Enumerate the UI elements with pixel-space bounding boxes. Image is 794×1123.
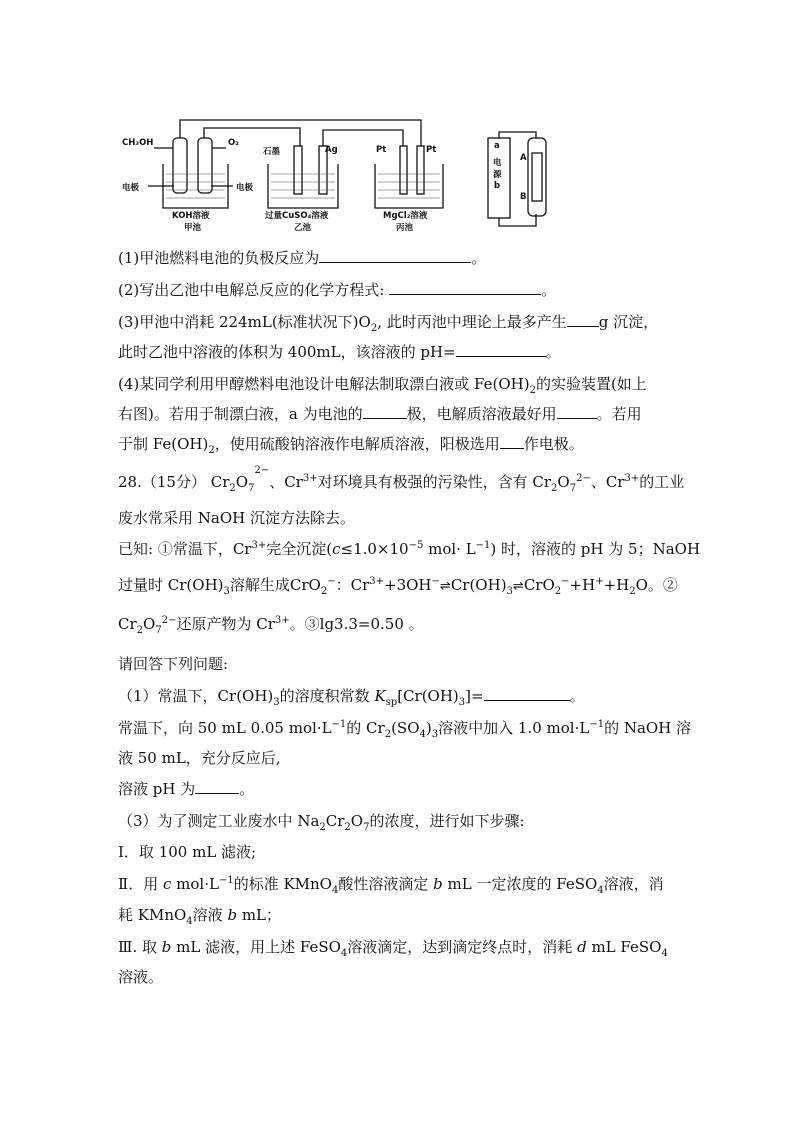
label-graphite: 石墨: [263, 147, 281, 157]
ask-line: 请回答下列问题:: [118, 655, 229, 673]
known-line-3: $Cr_2O_7^{2-}$还原产物为 $Cr^{3+}$。③lg3.3=0.50 。: [118, 615, 424, 636]
ph-blank[interactable]: [195, 779, 239, 794]
q3-ph-blank[interactable]: [456, 342, 546, 357]
label-electrode-right: 电极: [236, 183, 254, 193]
step-2-line-1: Ⅱ．用 c $mol\cdot L^{-1}$的标准 KMnO$_4$酸性溶液滴定 b mL 一定浓度的 FeSO$_4$溶液，消: [118, 875, 664, 896]
label-dian: 电: [493, 158, 502, 168]
step-3-line-2: 溶液。: [118, 968, 164, 986]
known-line-1: 已知: ①常温下，$Cr^{3+}$完全沉淀($c\le 1.0\times 10^{-5}$ $mol\cdot L^{-1}$) 时，溶液的 pH 为 5；NaOH: [118, 540, 701, 558]
label-mgcl2: MgCl₂溶液: [383, 211, 428, 221]
label-cuso4: 过量CuSO₄溶液: [265, 211, 329, 221]
label-o2: O₂: [228, 138, 239, 148]
label-b: b: [494, 181, 501, 191]
label-ag: Ag: [325, 145, 338, 155]
label-koh: KOH溶液: [172, 211, 210, 221]
step-1: Ⅰ．取 100 mL 滤液;: [118, 843, 257, 861]
p2-line-1: 常温下，向 50 mL 0.05 $mol\cdot L^{-1}$的 $Cr_2(SO_4)_3$溶液中加入 1.0 $mol\cdot L^{-1}$的 NaOH 溶: [118, 719, 692, 740]
q2-answer-blank[interactable]: [389, 280, 541, 295]
q4-anode-blank[interactable]: [500, 434, 524, 449]
ksp-blank[interactable]: [484, 686, 570, 701]
p2-line-2: 液 50 mL，充分反应后,: [118, 749, 281, 767]
label-ch3oh: CH₃OH: [122, 138, 154, 148]
q28-line-2: 废水常采用 NaOH 沉淀方法除去。: [118, 509, 355, 527]
q2-line: (2)写出乙池中电解总反应的化学方程式: 。: [118, 281, 557, 299]
q3-line-1: (3)甲池中消耗 224mL(标准状况下)$O_2$, 此时丙池中理论上最多产生 g 沉淀，: [118, 313, 659, 334]
equilibrium-arrow-2: ⇌: [512, 579, 524, 594]
q3-line-2: 此时乙池中溶液的体积为 400mL，该溶液的 pH= 。: [118, 343, 561, 361]
label-yuan: 源: [493, 170, 502, 180]
label-B: B: [520, 192, 527, 202]
label-a: a: [494, 141, 500, 151]
label-electrode-left: 电极: [122, 183, 140, 193]
step-3-line-1: Ⅲ. 取 b mL 滤液，用上述 FeSO$_4$溶液滴定，达到滴定终点时，消耗 d mL FeSO$_4$: [118, 938, 668, 959]
label-pt2: Pt: [426, 145, 437, 155]
q4-line-3: 于制 $Fe(OH)_2$，使用硫酸钠溶液作电解质溶液，阳极选用 作电极。: [118, 435, 584, 456]
q4-electrolyte-blank[interactable]: [557, 404, 597, 419]
label-A: A: [520, 153, 527, 163]
q4-line-2: 右图)。若用于制漂白液，a 为电池的 极，电解质溶液最好用 。若用: [118, 405, 642, 423]
step-2-line-2: 耗 KMnO$_4$溶液 b mL；: [118, 906, 282, 927]
q28-line-1: 28.（15分） $Cr_2O_7^{2-}$、$Cr^{3+}$对环境具有极强的污染性，含有 $Cr_2O_7^{2-}$、$Cr^{3+}$的工业: [118, 465, 685, 494]
q3-mass-blank[interactable]: [567, 312, 599, 327]
p3-line: （3）为了测定工业废水中 $Na_2Cr_2O_7$的浓度，进行如下步骤:: [118, 812, 525, 833]
equilibrium-arrow-1: ⇌: [439, 579, 451, 594]
label-bing: 丙池: [396, 223, 414, 233]
q4-line-1: (4)某同学利用甲醇燃料电池设计电解法制取漂白液或 $Fe(OH)_2$的实验装置(如上: [118, 375, 647, 396]
p1-line: （1）常温下，$Cr(OH)_3$的溶度积常数 $K_{sp}[Cr(OH)_3]=$ 。: [118, 687, 585, 708]
label-pt1: Pt: [376, 145, 387, 155]
q1-line: (1)甲池燃料电池的负极反应为 。: [118, 249, 487, 267]
q1-answer-blank[interactable]: [319, 248, 471, 263]
label-jia: 甲池: [184, 223, 202, 233]
known-line-2: 过量时 $Cr(OH)_3$溶解生成CrO$_2$−：$Cr^{3+}+3OH^-\rightleftharpoons Cr(OH)_3\rightleftharpoons CrO_2^-+H^++H_2O$。②: [118, 576, 678, 597]
p2-line-3: 溶液 pH 为 。: [118, 780, 255, 798]
label-yi: 乙池: [294, 223, 312, 233]
q4-electrode-blank[interactable]: [363, 404, 407, 419]
